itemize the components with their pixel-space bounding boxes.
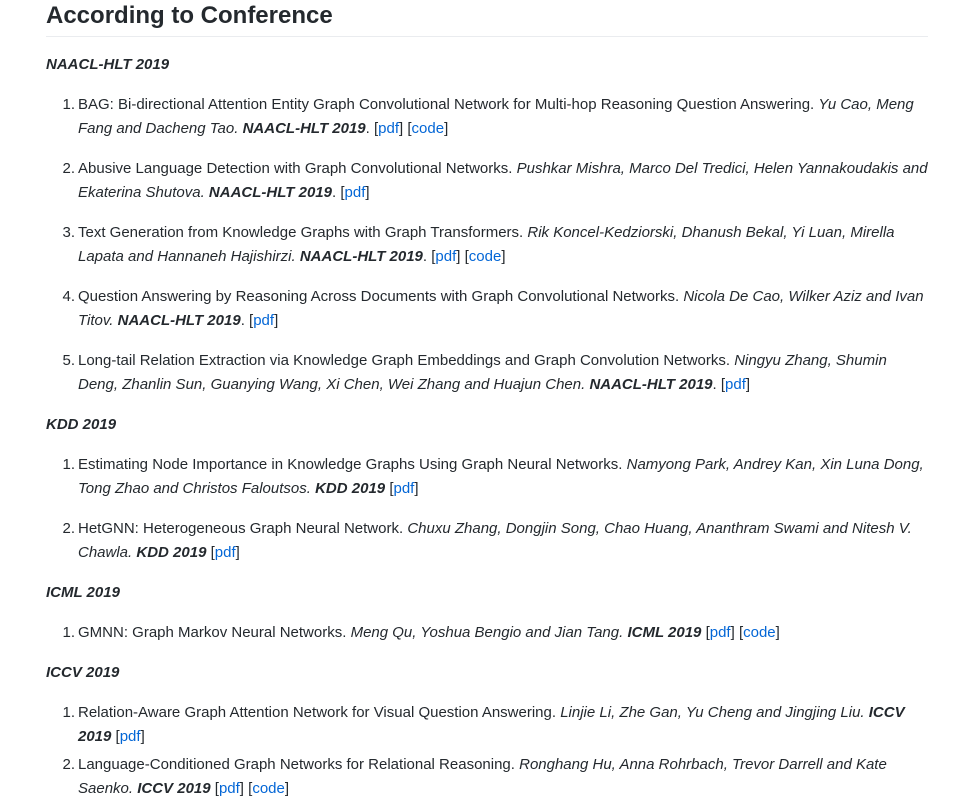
- list-number: 5.: [62, 352, 75, 369]
- paper-venue: NAACL-HLT 2019: [589, 376, 713, 393]
- pdf-link[interactable]: pdf: [344, 184, 366, 201]
- paper-venue: ICML 2019: [627, 624, 702, 641]
- paper-item: 1. Estimating Node Importance in Knowledge Graphs Using Graph Neural Networks. Namyong Park, Andrey Kan, Xin Luna Dong, Tong Zhao and Christos Faloutsos. KDD 2019 [pdf]: [60, 453, 928, 501]
- venue-heading-kdd: KDD 2019: [46, 416, 117, 433]
- separator: .: [365, 120, 374, 137]
- paper-item: 5. Long-tail Relation Extraction via Knowledge Graph Embeddings and Graph Convolution Networks. Ningyu Zhang, Shumin Deng, Zhanlin Sun, Guanying Wang, Xi Chen, Wei Zhang and Huajun Chen. NAACL-HLT 2019. [pdf]: [60, 349, 928, 397]
- paper-authors: Yu Cao, Meng Fang and Dacheng Tao.: [78, 96, 914, 137]
- separator: [211, 780, 215, 797]
- paper-title: Estimating Node Importance in Knowledge Graphs Using Graph Neural Networks.: [78, 456, 623, 473]
- paper-venue: NAACL-HLT 2019: [117, 312, 241, 329]
- separator: [701, 624, 705, 641]
- paper-venue: KDD 2019: [136, 544, 207, 561]
- list-number: 1.: [62, 704, 75, 721]
- paper-item: 1. GMNN: Graph Markov Neural Networks. Meng Qu, Yoshua Bengio and Jian Tang. ICML 2019 [pdf] [code]: [60, 621, 928, 645]
- pdf-link[interactable]: pdf: [214, 544, 236, 561]
- paper-venue: NAACL-HLT 2019: [208, 184, 332, 201]
- separator: .: [422, 248, 432, 265]
- paper-item: 2. Abusive Language Detection with Graph Convolutional Networks. Pushkar Mishra, Marco Del Tredici, Helen Yannakoudakis and Ekaterina Shutova. NAACL-HLT 2019. [pdf]: [60, 157, 928, 205]
- separator: .: [332, 184, 341, 201]
- pdf-link[interactable]: pdf: [218, 780, 240, 797]
- pdf-link[interactable]: pdf: [378, 120, 400, 137]
- separator: [385, 480, 389, 497]
- paper-authors: Pushkar Mishra, Marco Del Tredici, Helen Yannakoudakis and Ekaterina Shutova.: [78, 160, 928, 201]
- paper-authors: Ronghang Hu, Anna Rohrbach, Trevor Darrell and Kate Saenko.: [78, 756, 887, 797]
- paper-item: 2. HetGNN: Heterogeneous Graph Neural Network. Chuxu Zhang, Dongjin Song, Chao Huang, Ananthram Swami and Nitesh V. Chawla. KDD 2019 [pdf]: [60, 517, 928, 565]
- paper-title: BAG: Bi-directional Attention Entity Graph Convolutional Network for Multi-hop Reasoning Question Answering.: [78, 96, 815, 113]
- paper-item: 4. Question Answering by Reasoning Across Documents with Graph Convolutional Networks. Nicola De Cao, Wilker Aziz and Ivan Titov. NAACL-HLT 2019. [pdf]: [60, 285, 928, 333]
- list-number: 2.: [62, 756, 75, 773]
- list-number: 2.: [62, 520, 75, 537]
- code-link[interactable]: code: [468, 248, 502, 265]
- paper-authors: Meng Qu, Yoshua Bengio and Jian Tang.: [350, 624, 624, 641]
- paper-venue: KDD 2019: [315, 480, 386, 497]
- paper-title: HetGNN: Heterogeneous Graph Neural Network.: [78, 520, 404, 537]
- venue-heading-naacl: NAACL-HLT 2019: [46, 56, 170, 73]
- pdf-link[interactable]: pdf: [709, 624, 731, 641]
- pdf-link[interactable]: pdf: [435, 248, 457, 265]
- code-link[interactable]: code: [411, 120, 445, 137]
- separator: .: [240, 312, 250, 329]
- paper-item: 1. BAG: Bi-directional Attention Entity Graph Convolutional Network for Multi-hop Reasoning Question Answering. Yu Cao, Meng Fang and Dacheng Tao. NAACL-HLT 2019. [pdf] [code]: [60, 93, 928, 141]
- paper-authors: Linjie Li, Zhe Gan, Yu Cheng and Jingjing Liu.: [560, 704, 865, 721]
- paper-title: Text Generation from Knowledge Graphs with Graph Transformers.: [78, 224, 524, 241]
- paper-authors: Namyong Park, Andrey Kan, Xin Luna Dong, Tong Zhao and Christos Faloutsos.: [78, 456, 924, 497]
- paper-venue: ICCV 2019: [137, 780, 211, 797]
- list-number: 1.: [62, 624, 75, 641]
- code-link[interactable]: code: [252, 780, 285, 797]
- pdf-link[interactable]: pdf: [725, 376, 746, 393]
- paper-title: Question Answering by Reasoning Across Documents with Graph Convolutional Networks.: [78, 288, 680, 305]
- separator: [111, 728, 115, 745]
- paper-venue: NAACL-HLT 2019: [242, 120, 366, 137]
- pdf-link[interactable]: pdf: [393, 480, 415, 497]
- paper-authors: Rik Koncel-Kedziorski, Dhanush Bekal, Yi Luan, Mirella Lapata and Hannaneh Hajishirzi.: [78, 224, 895, 265]
- venue-heading-icml: ICML 2019: [46, 584, 120, 601]
- paper-title: Abusive Language Detection with Graph Convolutional Networks.: [78, 160, 513, 177]
- pdf-link[interactable]: pdf: [253, 312, 275, 329]
- paper-venue: ICCV 2019: [78, 704, 905, 745]
- paper-title: Language-Conditioned Graph Networks for Relational Reasoning.: [78, 756, 515, 773]
- venue-heading-iccv: ICCV 2019: [46, 664, 120, 681]
- paper-item: 3. Text Generation from Knowledge Graphs with Graph Transformers. Rik Koncel-Kedziorski, Dhanush Bekal, Yi Luan, Mirella Lapata and Hannaneh Hajishirzi. NAACL-HLT 2019. [pdf] [code]: [60, 221, 928, 269]
- paper-item: 2. Language-Conditioned Graph Networks for Relational Reasoning. Ronghang Hu, Anna Rohrbach, Trevor Darrell and Kate Saenko. ICCV 2019 [pdf] [code]: [60, 753, 928, 801]
- list-number: 3.: [62, 224, 75, 241]
- code-link[interactable]: code: [743, 624, 776, 641]
- paper-title: Long-tail Relation Extraction via Knowledge Graph Embeddings and Graph Convolution Networks.: [78, 352, 731, 369]
- section-heading: According to Conference: [46, 0, 928, 37]
- separator: [206, 544, 210, 561]
- paper-item: 1. Relation-Aware Graph Attention Network for Visual Question Answering. Linjie Li, Zhe Gan, Yu Cheng and Jingjing Liu. ICCV 2019 [pdf]: [60, 701, 928, 749]
- paper-title: GMNN: Graph Markov Neural Networks.: [78, 624, 347, 641]
- paper-title: Relation-Aware Graph Attention Network for Visual Question Answering.: [78, 704, 557, 721]
- pdf-link[interactable]: pdf: [119, 728, 141, 745]
- list-number: 1.: [62, 96, 75, 113]
- paper-authors: Nicola De Cao, Wilker Aziz and Ivan Titov.: [78, 288, 924, 329]
- list-number: 2.: [62, 160, 75, 177]
- separator: .: [712, 376, 721, 393]
- paper-authors: Chuxu Zhang, Dongjin Song, Chao Huang, Ananthram Swami and Nitesh V. Chawla.: [78, 520, 912, 561]
- list-number: 1.: [62, 456, 75, 473]
- paper-venue: NAACL-HLT 2019: [299, 248, 423, 265]
- paper-authors: Ningyu Zhang, Shumin Deng, Zhanlin Sun, Guanying Wang, Xi Chen, Wei Zhang and Huajun Chen.: [78, 352, 887, 393]
- list-number: 4.: [62, 288, 75, 305]
